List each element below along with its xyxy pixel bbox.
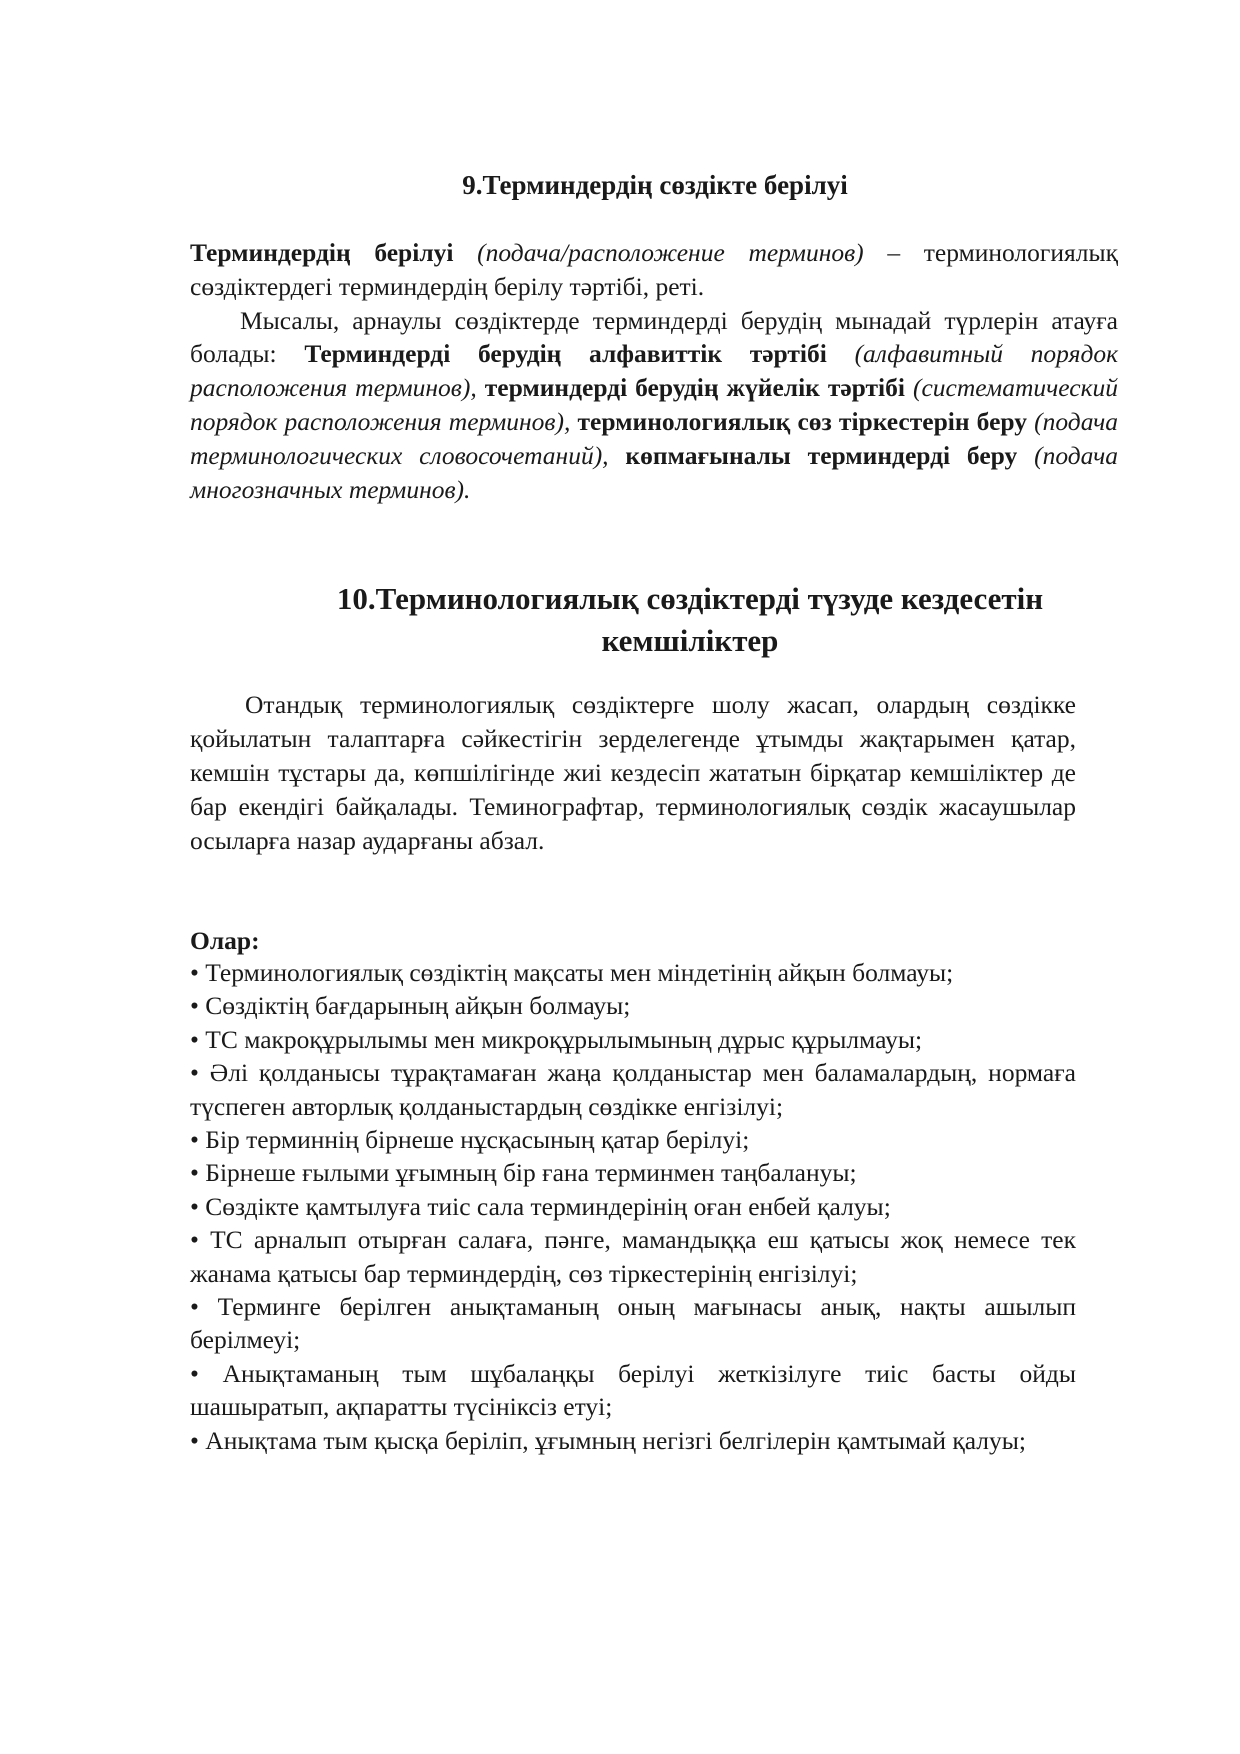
list-item: • ТС макроқұрылымы мен микроқұрылымының дұрыс құрылмауы;	[190, 1024, 923, 1054]
definition-term: Терминдердің берілуі	[190, 238, 454, 267]
section-1-body	[190, 236, 1118, 506]
example-term: көпмағыналы терминдерді беру	[625, 440, 1018, 470]
example-term: Терминдерді берудің алфавиттік тәртібі	[304, 339, 827, 369]
definition-dash: –	[863, 238, 924, 267]
list-heading: Олар:	[190, 926, 260, 955]
intro-paragraph: Отандық терминологиялық сөздіктерге шолу жасап, олардың сөздікке қойылатын талаптарға сәйкестігін зерделегенде ұтымды жақтарымен қатар, кемшін тұстары да, көпшілігінде жиі кездесіп жататын бірқатар кемшіліктер де бар екендігі байқалады. Теминографтар, терминологиялық сөздік жасаушылар осыларға назар аударғаны абзал.	[190, 690, 1076, 855]
list-item: • Анықтама тым қысқа беріліп, ұғымның негізгі белгілерін қамтымай қалуы;	[190, 1425, 1026, 1455]
examples-paragraph	[190, 304, 1118, 507]
section-heading-2-line-2: кемшіліктер	[601, 623, 779, 658]
example-term: терминдерді берудің жүйелік тәртібі	[484, 373, 905, 403]
list-item: • Сөздікте қамтылуға тиіс сала терминдерінің оған енбей қалуы;	[190, 1191, 891, 1221]
shortcomings-list	[190, 956, 1076, 1457]
example-gloss: (подача терминологических словосочетаний),	[190, 406, 1119, 470]
list-item: • Анықтаманың тым шұбалаңқы берілуі жеткізілуге тиіс басты ойды шашыратып, ақпаратты түсініксіз етуі;	[190, 1358, 1076, 1422]
list-item: • Бірнеше ғылыми ұғымның бір ғана терминмен таңбалануы;	[190, 1158, 857, 1188]
list-item: • Терминге берілген анықтаманың оның мағынасы анық, нақты ашылып берілмеуі;	[190, 1292, 1076, 1355]
example-gloss: (подача многозначных терминов).	[190, 440, 1118, 504]
list-item: • Бір терминнің бірнеше нұсқасының қатар берілуі;	[190, 1125, 750, 1155]
section-heading-2-line-1: 10.Терминологиялық сөздіктерді түзуде кездесетін	[336, 581, 1044, 616]
definition-text: терминологиялық сөздіктердегі терминдердің берілу тәртібі, реті.	[190, 238, 1118, 301]
definition-gloss: (подача/расположение терминов)	[477, 238, 864, 267]
examples-intro: Мысалы, арнаулы сөздіктерде терминдерді берудің мынадай түрлерін атауға болады:	[190, 305, 1118, 369]
list-item: • Сөздіктің бағдарының айқын болмауы;	[190, 991, 631, 1021]
list-item: • Терминологиялық сөздіктің мақсаты мен міндетінің айқын болмауы;	[190, 958, 954, 987]
section-heading-1: 9.Терминдердің сөздікте берілуі	[462, 170, 848, 200]
example-gloss: (алфавитный порядок расположения терминов),	[190, 339, 1119, 403]
section-heading-2	[270, 578, 1110, 662]
list-item: • Әлі қолданысы тұрақтамаған жаңа қолданыстар мен баламалардың, нормаға түспеген авторлық қолданыстардың сөздікке енгізілуі;	[190, 1058, 1076, 1121]
example-gloss: (систематический порядок расположения терминов),	[190, 373, 1119, 436]
example-term: терминологиялық сөз тіркестерін беру	[577, 406, 1027, 436]
definition-paragraph	[190, 236, 1118, 304]
list-item: • ТС арналып отырған салаға, пәнге, мамандыққа еш қатысы жоқ немесе тек жанама қатысы бар терминдердің, сөз тіркестерінің енгізілуі;	[190, 1225, 1076, 1288]
section-2-body	[190, 688, 1076, 858]
